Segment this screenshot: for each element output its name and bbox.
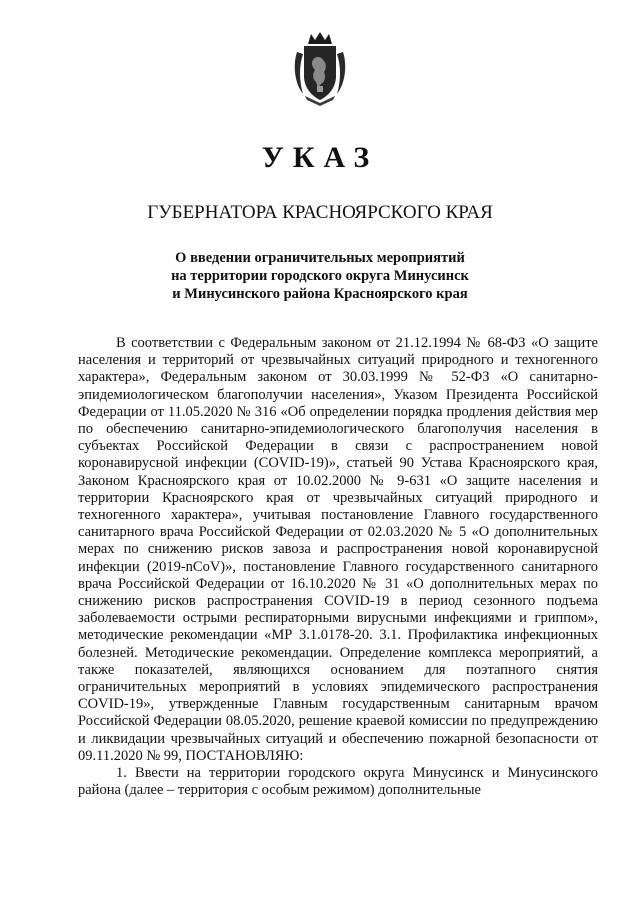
decree-issuer: ГУБЕРНАТОРА КРАСНОЯРСКОГО КРАЯ <box>147 202 493 223</box>
subject-line: и Минусинского района Красноярского края <box>172 286 468 302</box>
subject-line: на территории городского округа Минусинск <box>171 268 469 284</box>
preamble-paragraph: В соответствии с Федеральным законом от 21.12.1994 № 68-ФЗ «О защите населения и территорий от чрезвычайных ситуаций природного и техногенного характера», Федеральным законом от 30.03.1999 № 52-ФЗ «О санитарно-эпидемиологическом благополучии населения», Указом Президента Российской Федерации от 11.05.2020 № 316 «Об определении порядка продления действия мер по обеспечению санитарно-эпидемиологического благополучия населения в субъектах Российской Федерации в связи с распространением новой коронавирусной инфекции (COVID-19)», статьей 90 Устава Красноярского края, Законом Красноярского края от 10.02.2000 № 9-631 «О защите населения и территории Красноярского края от чрезвычайных ситуаций природного и техногенного характера», учитывая постановление Главного государственного санитарного врача Российской Федерации от 02.03.2020 № 5 «О дополнительных мерах по снижению рисков завоза и распространения новой коронавирусной инфекции (2019-nCoV)», постановление Главного государственного санитарного врача Российской Федерации от 16.10.2020 № 31 «О дополнительных мерах по снижению рисков распространения COVID-19 в период сезонного подъема заболеваемости острыми респираторными вирусными инфекциями и гриппом», методические рекомендации «МР 3.1.0178-20. 3.1. Профилактика инфекционных болезней. Методические рекомендации. Определение комплекса мероприятий, а также показателей, являющихся основанием для поэтапного снятия ограничительных мероприятий в условиях эпидемического распространения COVID-19», утвержденные Главным государственным санитарным врачом Российской Федерации 08.05.2020, решение краевой комиссии по предупреждению и ликвидации чрезвычайных ситуаций и обеспечению пожарной безопасности от 09.11.2020 № 99, ПОСТАНОВЛЯЮ: <box>78 335 598 764</box>
coat-of-arms-icon <box>291 30 349 106</box>
coat-of-arms-emblem <box>291 30 349 106</box>
decree-title: УКАЗ <box>261 141 379 174</box>
subject-line: О введении ограничительных мероприятий <box>175 250 465 266</box>
decree-subject <box>0 249 640 303</box>
item-1-paragraph: 1. Ввести на территории городского округа Минусинск и Минусинского района (далее – территория с особым режимом) дополнительные <box>78 765 598 799</box>
decree-body <box>78 335 598 799</box>
